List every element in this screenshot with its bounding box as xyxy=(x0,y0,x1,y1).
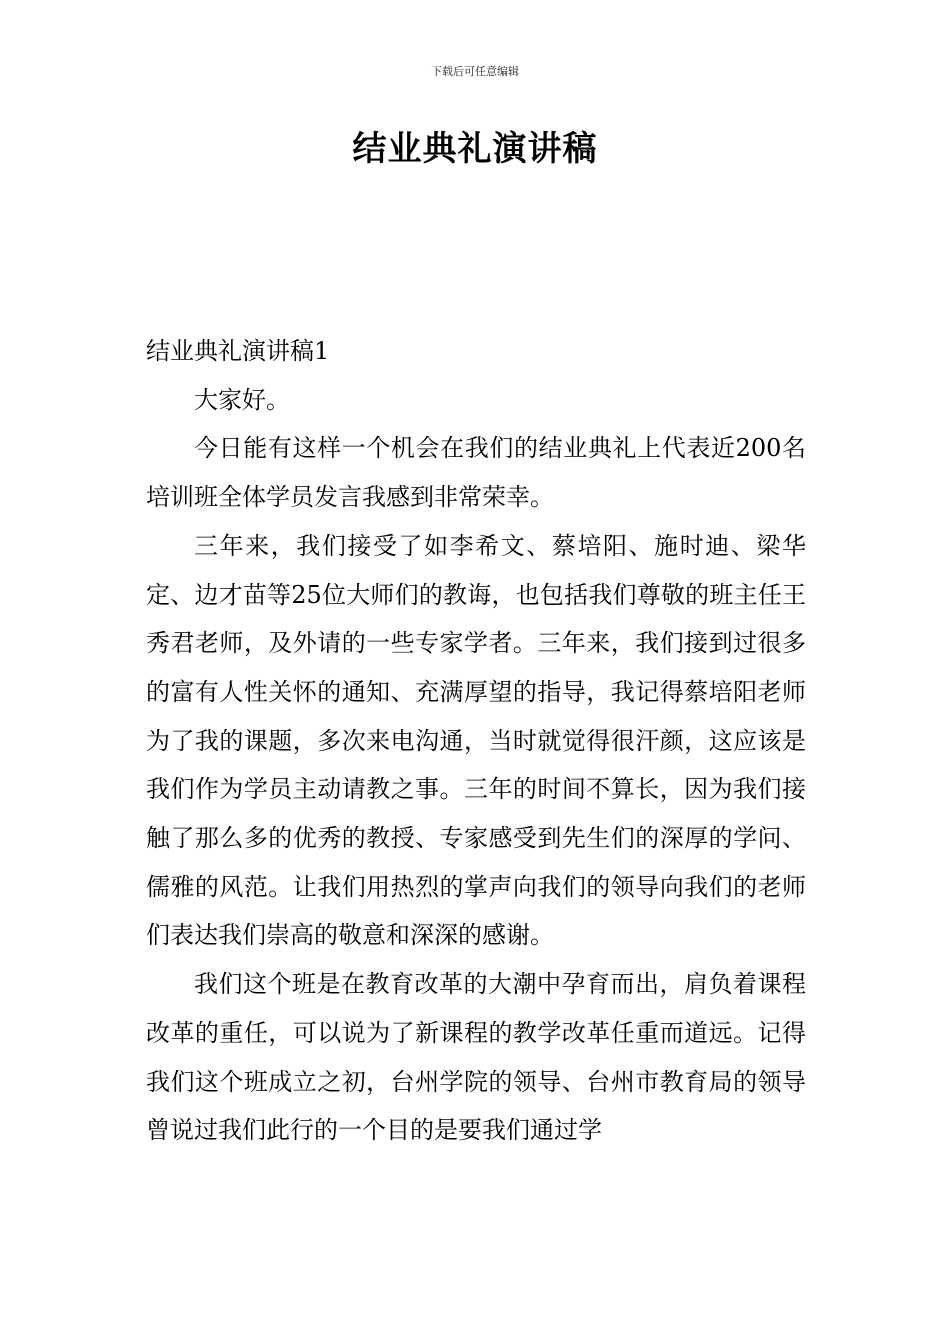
paragraph-three-years: 三年来，我们接受了如李希文、蔡培阳、施时迪、梁华定、边才苗等25位大师们的教诲，也包括我们尊敬的班主任王秀君老师，及外请的一些专家学者。三年来，我们接到过很多的富有人性关怀的通知、充满厚望的指导，我记得蔡培阳老师为了我的课题，多次来电沟通，当时就觉得很汗颜，这应该是我们作为学员主动请教之事。三年的时间不算长，因为我们接触了那么多的优秀的教授、专家感受到先生们的深厚的学问、儒雅的风范。让我们用热烈的掌声向我们的领导向我们的老师们表达我们崇高的敬意和深深的感谢。 xyxy=(146,531,806,950)
paragraph-greeting: 大家好。 xyxy=(194,385,290,414)
document-body xyxy=(146,327,806,1155)
section-heading: 结业典礼演讲稿1 xyxy=(146,337,330,365)
paragraph-intro: 今日能有这样一个机会在我们的结业典礼上代表近200名培训班全体学员发言我感到非常荣幸。 xyxy=(146,434,806,512)
paragraph-education-reform: 我们这个班是在教育改革的大潮中孕育而出，肩负着课程改革的重任，可以说为了新课程的教学改革任重而道远。记得我们这个班成立之初，台州学院的领导、台州市教育局的领导曾说过我们此行的一个目的是要我们通过学 xyxy=(146,970,806,1145)
document-title: 结业典礼演讲稿 xyxy=(352,129,598,169)
page-header-note: 下载后可任意编辑 xyxy=(431,65,519,78)
